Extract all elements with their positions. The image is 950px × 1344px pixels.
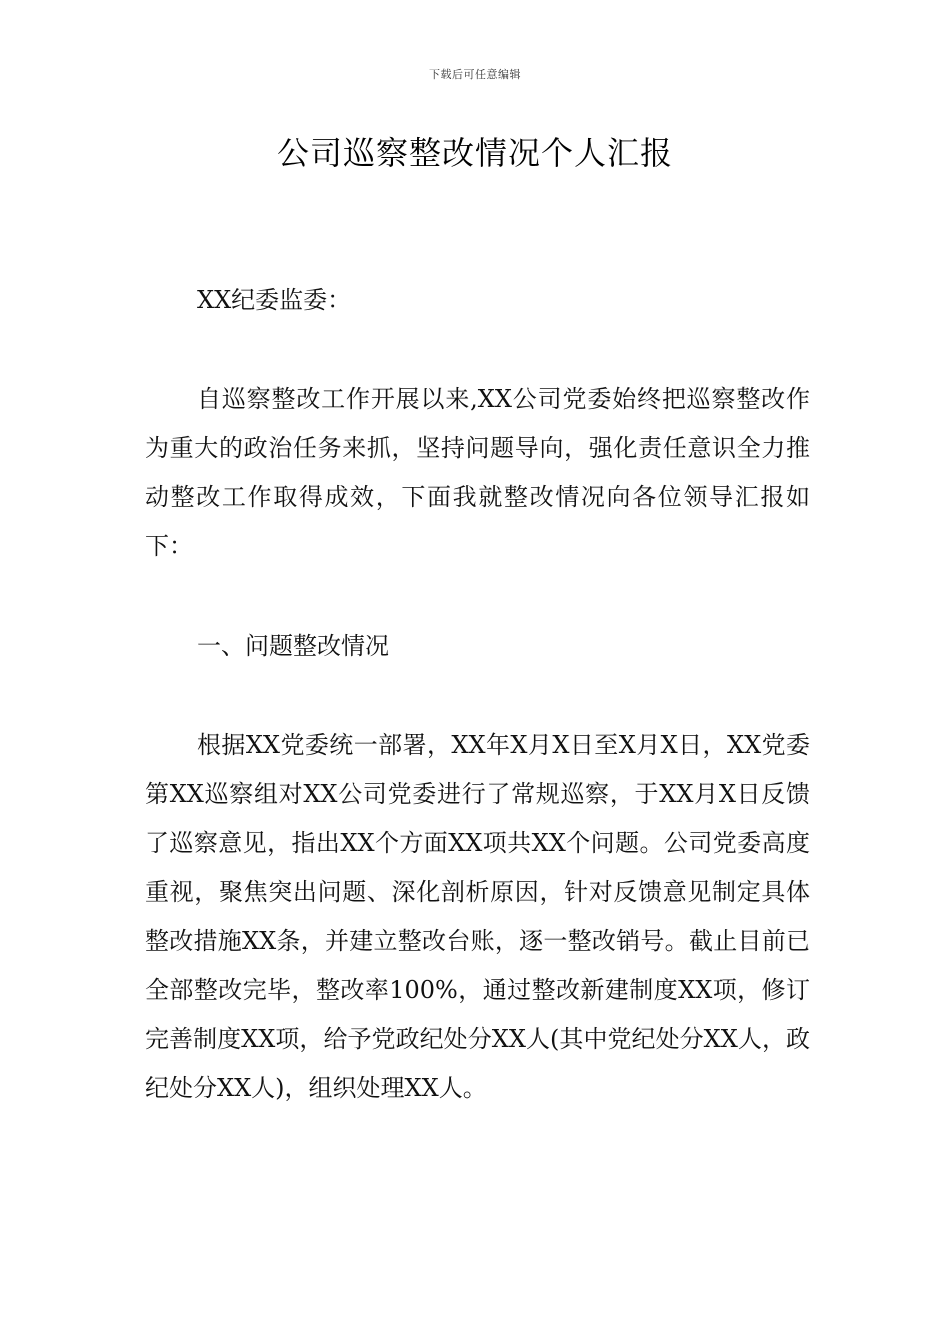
header-note: 下载后可任意编辑 <box>429 68 521 81</box>
document-title: 公司巡察整改情况个人汇报 <box>276 134 673 172</box>
salutation: XX纪委监委： <box>197 286 352 314</box>
paragraph-rectification: 根据XX党委统一部署，XX年X月X日至X月X日，XX党委第XX巡察组对XX公司党委进行了常规巡察，于XX月X日反馈了巡察意见，指出XX个方面XX项共XX个问题。公司党委高度重视，聚焦突出问题、深化剖析原因，针对反馈意见制定具体整改措施XX条，并建立整改台账，逐一整改销号。截止目前已全部整改完毕，整改率100%，通过整改新建制度XX项，修订完善制度XX项，给予党政纪处分XX人(其中党纪处分XX人，政纪处分XX人)，组织处理XX人。 <box>145 731 810 1102</box>
paragraph-intro: 自巡察整改工作开展以来,XX公司党委始终把巡察整改作为重大的政治任务来抓，坚持问题导向，强化责任意识全力推动整改工作取得成效，下面我就整改情况向各位领导汇报如下： <box>145 385 810 560</box>
section-heading: 一、问题整改情况 <box>197 632 389 660</box>
